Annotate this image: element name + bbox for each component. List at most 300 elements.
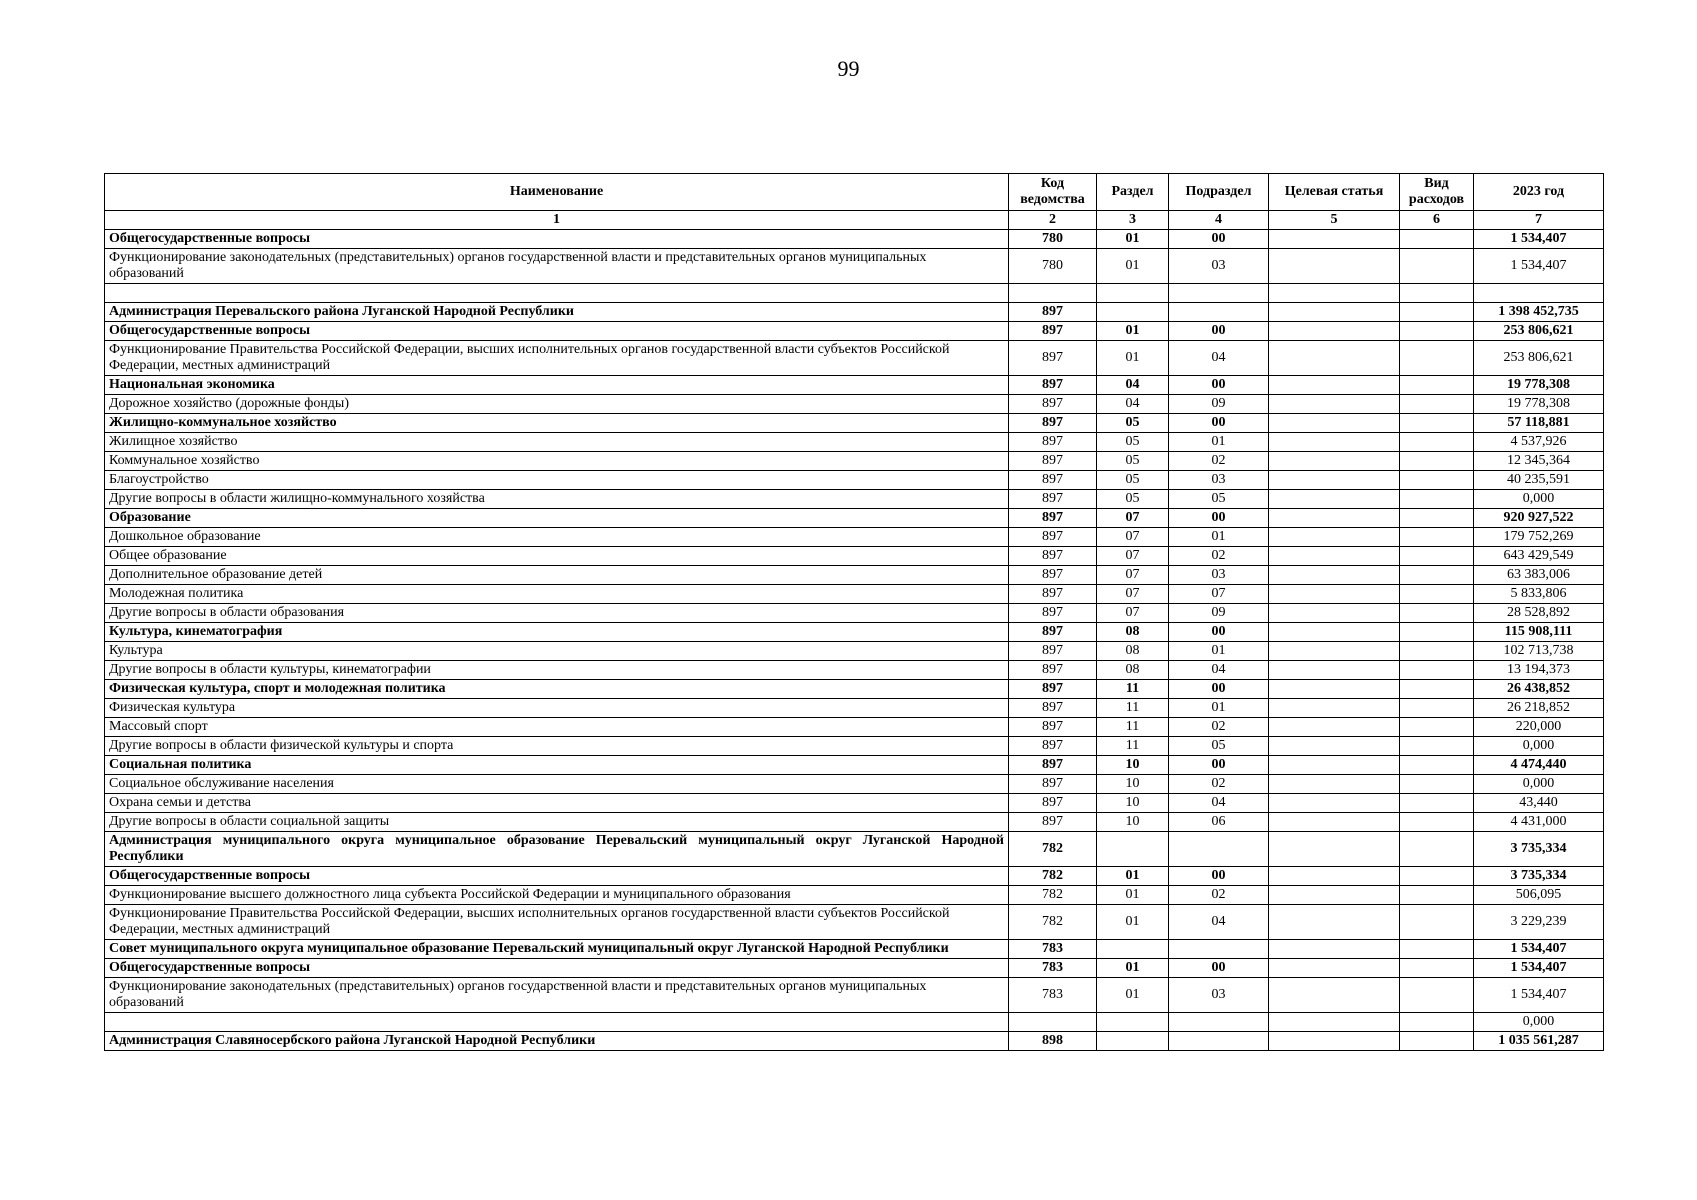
row-subsection: 09 [1169, 395, 1269, 414]
row-section [1097, 940, 1169, 959]
row-subsection: 03 [1169, 471, 1269, 490]
row-code: 897 [1009, 680, 1097, 699]
row-section: 01 [1097, 905, 1169, 940]
row-section: 10 [1097, 756, 1169, 775]
row-amount: 643 429,549 [1474, 547, 1604, 566]
row-subsection: 05 [1169, 490, 1269, 509]
row-type [1400, 509, 1474, 528]
table-row [105, 886, 1604, 905]
row-amount [1474, 284, 1604, 303]
row-name: Другие вопросы в области жилищно-коммунального хозяйства [105, 490, 1009, 509]
row-code: 897 [1009, 509, 1097, 528]
table-row [105, 867, 1604, 886]
row-target [1269, 341, 1400, 376]
table-row [105, 249, 1604, 284]
row-subsection: 01 [1169, 528, 1269, 547]
row-type [1400, 341, 1474, 376]
row-section: 05 [1097, 490, 1169, 509]
row-section: 07 [1097, 528, 1169, 547]
row-amount: 40 235,591 [1474, 471, 1604, 490]
row-amount: 28 528,892 [1474, 604, 1604, 623]
row-amount: 179 752,269 [1474, 528, 1604, 547]
row-code: 897 [1009, 414, 1097, 433]
row-name: Другие вопросы в области культуры, кинематографии [105, 661, 1009, 680]
row-target [1269, 756, 1400, 775]
row-section [1097, 303, 1169, 322]
table-row [105, 528, 1604, 547]
row-name: Социальное обслуживание населения [105, 775, 1009, 794]
table-row [105, 490, 1604, 509]
column-number: 3 [1097, 211, 1169, 230]
table-row [105, 433, 1604, 452]
row-code: 897 [1009, 547, 1097, 566]
row-amount: 1 035 561,287 [1474, 1032, 1604, 1051]
row-subsection: 00 [1169, 756, 1269, 775]
row-section: 05 [1097, 433, 1169, 452]
row-section: 08 [1097, 642, 1169, 661]
row-type [1400, 886, 1474, 905]
row-amount: 0,000 [1474, 737, 1604, 756]
row-name: Жилищно-коммунальное хозяйство [105, 414, 1009, 433]
row-code: 782 [1009, 886, 1097, 905]
row-amount: 43,440 [1474, 794, 1604, 813]
table-row [105, 940, 1604, 959]
row-target [1269, 959, 1400, 978]
table-row [105, 414, 1604, 433]
table-row [105, 452, 1604, 471]
table-row [105, 604, 1604, 623]
row-code: 897 [1009, 395, 1097, 414]
row-section [1097, 1032, 1169, 1051]
row-subsection: 04 [1169, 905, 1269, 940]
column-number: 4 [1169, 211, 1269, 230]
row-section: 07 [1097, 604, 1169, 623]
row-amount: 57 118,881 [1474, 414, 1604, 433]
row-type [1400, 905, 1474, 940]
row-name: Образование [105, 509, 1009, 528]
row-section: 01 [1097, 886, 1169, 905]
row-code: 897 [1009, 471, 1097, 490]
row-code: 897 [1009, 604, 1097, 623]
row-name: Администрация муниципального округа муниципальное образование Перевальский муниципальный округ Луганской Народной Республики [105, 832, 1009, 867]
row-name: Общегосударственные вопросы [105, 322, 1009, 341]
row-target [1269, 813, 1400, 832]
row-type [1400, 756, 1474, 775]
row-target [1269, 585, 1400, 604]
row-target [1269, 376, 1400, 395]
page-number: 99 [837, 56, 860, 81]
row-type [1400, 433, 1474, 452]
row-amount: 506,095 [1474, 886, 1604, 905]
row-type [1400, 490, 1474, 509]
row-name: Дошкольное образование [105, 528, 1009, 547]
row-type [1400, 452, 1474, 471]
row-section: 07 [1097, 509, 1169, 528]
row-amount: 3 735,334 [1474, 867, 1604, 886]
row-type [1400, 940, 1474, 959]
row-code: 783 [1009, 978, 1097, 1013]
row-code: 897 [1009, 303, 1097, 322]
row-section: 05 [1097, 452, 1169, 471]
budget-table [104, 173, 1604, 1051]
row-amount: 19 778,308 [1474, 376, 1604, 395]
row-target [1269, 322, 1400, 341]
row-code: 897 [1009, 756, 1097, 775]
header-target: Целевая статья [1269, 174, 1400, 211]
row-amount: 0,000 [1474, 775, 1604, 794]
row-type [1400, 737, 1474, 756]
row-code: 897 [1009, 433, 1097, 452]
row-code: 897 [1009, 566, 1097, 585]
row-type [1400, 959, 1474, 978]
row-target [1269, 886, 1400, 905]
row-target [1269, 452, 1400, 471]
row-amount: 115 908,111 [1474, 623, 1604, 642]
table-row [105, 699, 1604, 718]
row-code: 782 [1009, 832, 1097, 867]
row-name: Функционирование Правительства Российской Федерации, высших исполнительных органов государственной власти субъектов Российской Федерации, местных администраций [105, 341, 1009, 376]
row-type [1400, 623, 1474, 642]
row-type [1400, 284, 1474, 303]
row-section: 11 [1097, 737, 1169, 756]
row-subsection: 02 [1169, 452, 1269, 471]
row-subsection: 01 [1169, 699, 1269, 718]
row-subsection: 05 [1169, 737, 1269, 756]
row-section: 07 [1097, 547, 1169, 566]
row-subsection: 04 [1169, 341, 1269, 376]
row-code: 780 [1009, 249, 1097, 284]
row-name: Физическая культура, спорт и молодежная политика [105, 680, 1009, 699]
row-type [1400, 249, 1474, 284]
row-section: 01 [1097, 322, 1169, 341]
row-code: 780 [1009, 230, 1097, 249]
row-code: 897 [1009, 322, 1097, 341]
row-subsection: 03 [1169, 566, 1269, 585]
row-type [1400, 376, 1474, 395]
row-section: 11 [1097, 718, 1169, 737]
row-section: 01 [1097, 978, 1169, 1013]
row-name: Функционирование законодательных (представительных) органов государственной власти и представительных органов муниципальных образований [105, 249, 1009, 284]
row-target [1269, 699, 1400, 718]
row-amount: 19 778,308 [1474, 395, 1604, 414]
row-code: 897 [1009, 699, 1097, 718]
row-name: Национальная экономика [105, 376, 1009, 395]
row-type [1400, 528, 1474, 547]
row-target [1269, 737, 1400, 756]
row-code: 897 [1009, 585, 1097, 604]
row-section: 05 [1097, 471, 1169, 490]
row-target [1269, 284, 1400, 303]
row-target [1269, 604, 1400, 623]
row-type [1400, 813, 1474, 832]
row-name: Коммунальное хозяйство [105, 452, 1009, 471]
row-section: 01 [1097, 867, 1169, 886]
row-target [1269, 471, 1400, 490]
row-target [1269, 547, 1400, 566]
row-subsection: 00 [1169, 414, 1269, 433]
row-type [1400, 547, 1474, 566]
row-section: 01 [1097, 959, 1169, 978]
row-section: 07 [1097, 566, 1169, 585]
row-section: 01 [1097, 341, 1169, 376]
table-row [105, 303, 1604, 322]
row-subsection [1169, 832, 1269, 867]
row-target [1269, 718, 1400, 737]
row-section: 08 [1097, 623, 1169, 642]
row-name: Социальная политика [105, 756, 1009, 775]
row-code: 897 [1009, 376, 1097, 395]
row-name: Общегосударственные вопросы [105, 867, 1009, 886]
table-row [105, 395, 1604, 414]
row-section: 10 [1097, 794, 1169, 813]
row-target [1269, 230, 1400, 249]
column-number: 6 [1400, 211, 1474, 230]
row-name: Другие вопросы в области образования [105, 604, 1009, 623]
table-row [105, 642, 1604, 661]
row-target [1269, 680, 1400, 699]
row-target [1269, 1032, 1400, 1051]
row-name: Дополнительное образование детей [105, 566, 1009, 585]
row-target [1269, 905, 1400, 940]
table-row [105, 509, 1604, 528]
row-amount: 3 229,239 [1474, 905, 1604, 940]
header-section: Раздел [1097, 174, 1169, 211]
row-type [1400, 1032, 1474, 1051]
table-row [105, 566, 1604, 585]
row-name [105, 1013, 1009, 1032]
row-code: 782 [1009, 867, 1097, 886]
header-name: Наименование [105, 174, 1009, 211]
table-row [105, 376, 1604, 395]
row-name: Жилищное хозяйство [105, 433, 1009, 452]
row-amount: 13 194,373 [1474, 661, 1604, 680]
row-amount: 4 474,440 [1474, 756, 1604, 775]
row-amount: 253 806,621 [1474, 322, 1604, 341]
row-code: 897 [1009, 775, 1097, 794]
row-target [1269, 490, 1400, 509]
row-section: 04 [1097, 395, 1169, 414]
row-type [1400, 1013, 1474, 1032]
header-code: Код ведомства [1009, 174, 1097, 211]
table-row [105, 718, 1604, 737]
row-target [1269, 433, 1400, 452]
row-name: Другие вопросы в области физической культуры и спорта [105, 737, 1009, 756]
row-type [1400, 604, 1474, 623]
table-row [105, 959, 1604, 978]
row-target [1269, 832, 1400, 867]
row-subsection: 00 [1169, 230, 1269, 249]
row-code: 897 [1009, 794, 1097, 813]
column-number-row [105, 211, 1604, 230]
row-section: 11 [1097, 680, 1169, 699]
row-target [1269, 249, 1400, 284]
row-subsection: 02 [1169, 886, 1269, 905]
row-subsection [1169, 303, 1269, 322]
row-type [1400, 832, 1474, 867]
row-subsection: 06 [1169, 813, 1269, 832]
row-type [1400, 680, 1474, 699]
row-subsection: 02 [1169, 775, 1269, 794]
row-name: Культура, кинематография [105, 623, 1009, 642]
row-subsection [1169, 940, 1269, 959]
row-type [1400, 322, 1474, 341]
row-code: 897 [1009, 813, 1097, 832]
row-amount: 220,000 [1474, 718, 1604, 737]
column-number: 5 [1269, 211, 1400, 230]
table-row [105, 775, 1604, 794]
row-target [1269, 528, 1400, 547]
row-section [1097, 1013, 1169, 1032]
row-type [1400, 642, 1474, 661]
row-type [1400, 566, 1474, 585]
row-section: 01 [1097, 249, 1169, 284]
row-name: Благоустройство [105, 471, 1009, 490]
row-amount: 3 735,334 [1474, 832, 1604, 867]
row-subsection: 09 [1169, 604, 1269, 623]
row-subsection: 07 [1169, 585, 1269, 604]
row-subsection: 03 [1169, 249, 1269, 284]
table-row [105, 471, 1604, 490]
row-name: Администрация Славяносербского района Луганской Народной Республики [105, 1032, 1009, 1051]
table-row [105, 978, 1604, 1013]
row-amount: 1 534,407 [1474, 940, 1604, 959]
row-target [1269, 395, 1400, 414]
header-amount: 2023 год [1474, 174, 1604, 211]
table-row [105, 623, 1604, 642]
table-row [105, 680, 1604, 699]
row-subsection: 00 [1169, 867, 1269, 886]
row-code: 783 [1009, 959, 1097, 978]
table-row [105, 661, 1604, 680]
row-section: 10 [1097, 775, 1169, 794]
row-amount: 1 534,407 [1474, 978, 1604, 1013]
row-amount: 0,000 [1474, 490, 1604, 509]
column-number: 7 [1474, 211, 1604, 230]
row-name: Общегосударственные вопросы [105, 230, 1009, 249]
row-name: Общегосударственные вопросы [105, 959, 1009, 978]
row-name: Другие вопросы в области социальной защиты [105, 813, 1009, 832]
row-name: Общее образование [105, 547, 1009, 566]
column-number: 1 [105, 211, 1009, 230]
row-section: 07 [1097, 585, 1169, 604]
table-row [105, 832, 1604, 867]
column-number: 2 [1009, 211, 1097, 230]
row-name: Охрана семьи и детства [105, 794, 1009, 813]
row-name: Администрация Перевальского района Луганской Народной Республики [105, 303, 1009, 322]
row-section [1097, 284, 1169, 303]
row-code: 897 [1009, 623, 1097, 642]
row-amount: 0,000 [1474, 1013, 1604, 1032]
row-code: 897 [1009, 490, 1097, 509]
table-row [105, 547, 1604, 566]
row-type [1400, 585, 1474, 604]
row-amount: 1 534,407 [1474, 959, 1604, 978]
row-code: 897 [1009, 737, 1097, 756]
row-subsection [1169, 284, 1269, 303]
row-code: 897 [1009, 528, 1097, 547]
row-amount: 253 806,621 [1474, 341, 1604, 376]
row-subsection: 00 [1169, 680, 1269, 699]
row-target [1269, 509, 1400, 528]
table-row [105, 813, 1604, 832]
table-row [105, 737, 1604, 756]
table-row [105, 284, 1604, 303]
row-subsection: 00 [1169, 959, 1269, 978]
row-name: Функционирование высшего должностного лица субъекта Российской Федерации и муниципального образования [105, 886, 1009, 905]
table-row [105, 1013, 1604, 1032]
row-subsection: 00 [1169, 623, 1269, 642]
row-subsection: 02 [1169, 718, 1269, 737]
row-amount: 1 534,407 [1474, 249, 1604, 284]
table-row [105, 1032, 1604, 1051]
row-subsection: 02 [1169, 547, 1269, 566]
row-amount: 26 438,852 [1474, 680, 1604, 699]
row-amount: 4 537,926 [1474, 433, 1604, 452]
row-name [105, 284, 1009, 303]
row-type [1400, 395, 1474, 414]
row-name: Функционирование Правительства Российской Федерации, высших исполнительных органов государственной власти субъектов Российской Федерации, местных администраций [105, 905, 1009, 940]
row-type [1400, 775, 1474, 794]
row-target [1269, 978, 1400, 1013]
row-type [1400, 699, 1474, 718]
table-row [105, 756, 1604, 775]
table-row [105, 322, 1604, 341]
table-row [105, 794, 1604, 813]
row-subsection: 04 [1169, 661, 1269, 680]
row-code [1009, 1013, 1097, 1032]
row-code [1009, 284, 1097, 303]
row-section: 04 [1097, 376, 1169, 395]
row-type [1400, 303, 1474, 322]
row-target [1269, 1013, 1400, 1032]
row-type [1400, 794, 1474, 813]
row-type [1400, 414, 1474, 433]
row-type [1400, 978, 1474, 1013]
row-target [1269, 867, 1400, 886]
row-subsection: 04 [1169, 794, 1269, 813]
row-section [1097, 832, 1169, 867]
row-name: Совет муниципального округа муниципальное образование Перевальский муниципальный округ Луганской Народной Республики [105, 940, 1009, 959]
row-target [1269, 566, 1400, 585]
row-name: Физическая культура [105, 699, 1009, 718]
row-type [1400, 661, 1474, 680]
row-code: 897 [1009, 661, 1097, 680]
row-target [1269, 775, 1400, 794]
row-target [1269, 661, 1400, 680]
row-amount: 102 713,738 [1474, 642, 1604, 661]
row-amount: 26 218,852 [1474, 699, 1604, 718]
row-subsection [1169, 1013, 1269, 1032]
row-section: 10 [1097, 813, 1169, 832]
row-section: 11 [1097, 699, 1169, 718]
row-name: Дорожное хозяйство (дорожные фонды) [105, 395, 1009, 414]
row-section: 05 [1097, 414, 1169, 433]
row-code: 783 [1009, 940, 1097, 959]
row-subsection: 01 [1169, 433, 1269, 452]
row-amount: 4 431,000 [1474, 813, 1604, 832]
row-amount: 1 398 452,735 [1474, 303, 1604, 322]
row-amount: 5 833,806 [1474, 585, 1604, 604]
row-subsection: 03 [1169, 978, 1269, 1013]
row-name: Функционирование законодательных (представительных) органов государственной власти и представительных органов муниципальных образований [105, 978, 1009, 1013]
row-amount: 1 534,407 [1474, 230, 1604, 249]
row-name: Молодежная политика [105, 585, 1009, 604]
row-subsection: 00 [1169, 376, 1269, 395]
row-target [1269, 303, 1400, 322]
table-header-row [105, 174, 1604, 211]
row-target [1269, 642, 1400, 661]
row-subsection: 00 [1169, 509, 1269, 528]
